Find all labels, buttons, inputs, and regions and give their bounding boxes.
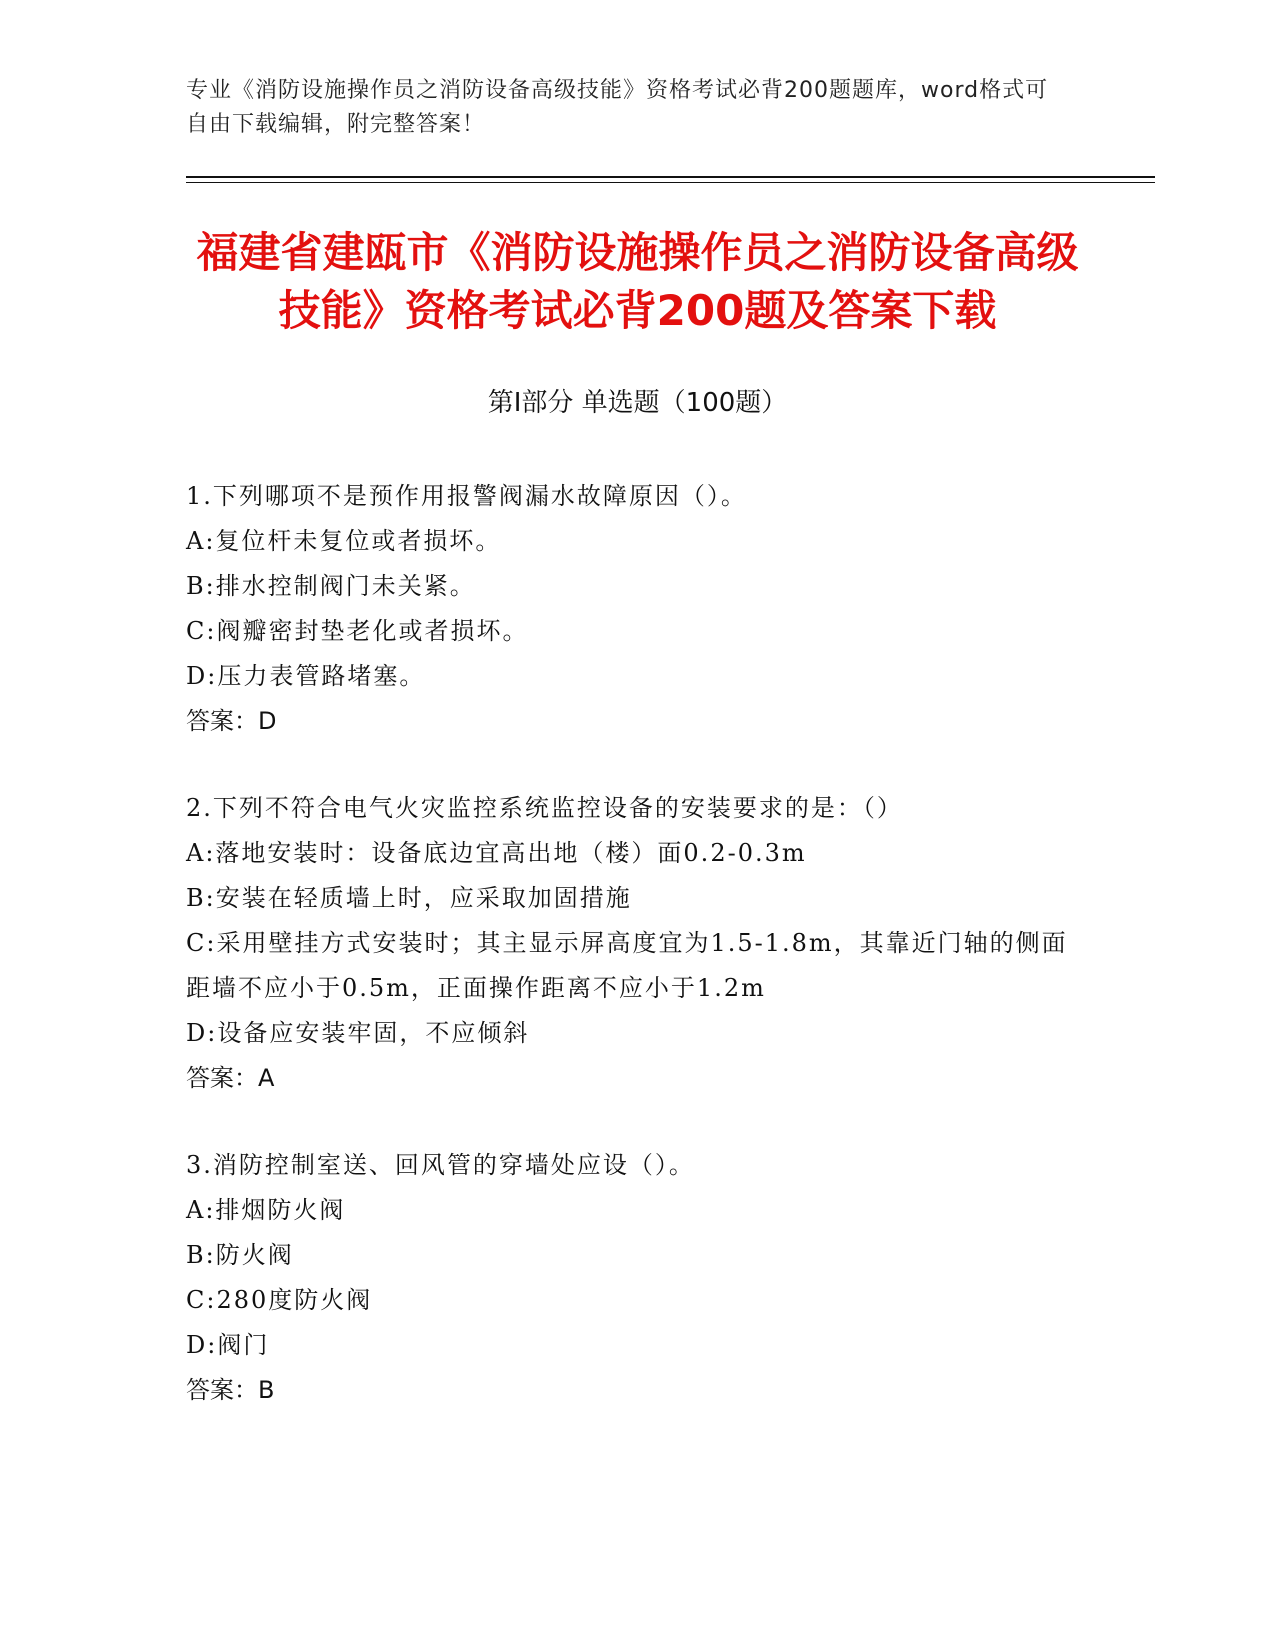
section-title: 第I部分 单选题（100题）: [487, 388, 788, 418]
option-d: D:设备应安装牢固，不应倾斜: [186, 1019, 530, 1047]
answer: 答案：B: [186, 1376, 275, 1404]
option-a: A:排烟防火阀: [186, 1196, 346, 1224]
option-c: C:采用壁挂方式安装时；其主显示屏高度宜为1.5-1.8m，其靠近门轴的侧面距墙不应小于0.5m，正面操作距离不应小于1.2m: [186, 929, 1068, 1002]
option-b: B:防火阀: [186, 1241, 294, 1269]
question-text: 2.下列不符合电气火灾监控系统监控设备的安装要求的是：（）: [186, 794, 903, 822]
option-c: C:阀瓣密封垫老化或者损坏。: [186, 617, 529, 645]
question-2: [186, 786, 1086, 1101]
option-a: A:落地安装时：设备底边宜高出地（楼）面0.2-0.3m: [186, 839, 807, 867]
question-text: 1.下列哪项不是预作用报警阀漏水故障原因（）。: [186, 482, 747, 510]
option-c: C:280度防火阀: [186, 1286, 373, 1314]
question-list: [186, 474, 1086, 1455]
option-d: D:压力表管路堵塞。: [186, 662, 426, 690]
document-title: 福建省建瓯市《消防设施操作员之消防设备高级技能》资格考试必背200题及答案下载: [196, 228, 1079, 335]
question-1: [186, 474, 1086, 744]
option-b: B:安装在轻质墙上时，应采取加固措施: [186, 884, 632, 912]
option-a: A:复位杆未复位或者损坏。: [186, 527, 502, 555]
question-text: 3.消防控制室送、回风管的穿墙处应设（）。: [186, 1151, 695, 1179]
question-3: [186, 1143, 1086, 1413]
option-b: B:排水控制阀门未关紧。: [186, 572, 476, 600]
header-rule-thick: [186, 176, 1155, 178]
option-d: D:阀门: [186, 1331, 270, 1359]
answer: 答案：D: [186, 707, 277, 735]
answer: 答案：A: [186, 1064, 275, 1092]
header-rule-thin: [186, 182, 1155, 183]
header-note: 专业《消防设施操作员之消防设备高级技能》资格考试必背200题题库，word格式可自由下载编辑，附完整答案！: [186, 78, 1049, 137]
